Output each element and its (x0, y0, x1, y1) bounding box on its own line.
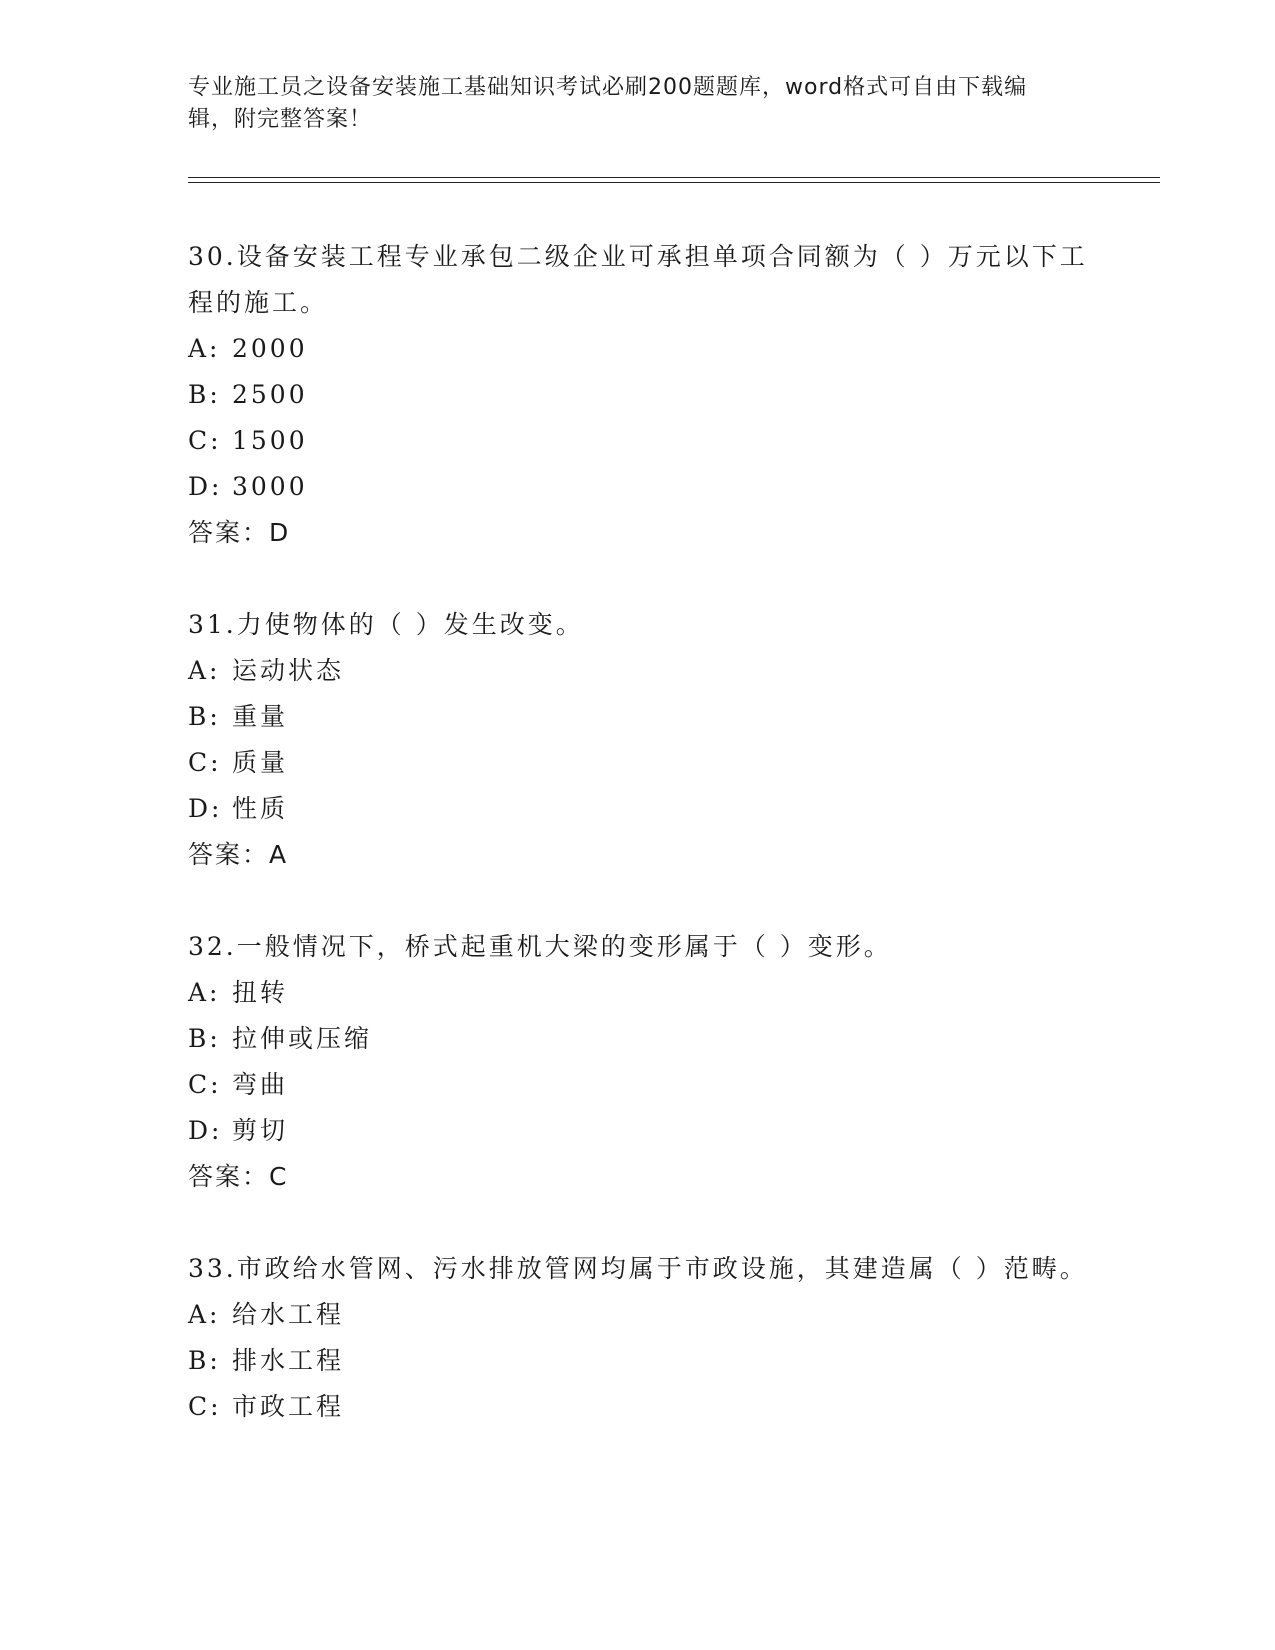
option-letter: B: (188, 1024, 221, 1053)
option-letter: C: (188, 1070, 222, 1099)
option-d (188, 1108, 1088, 1154)
answer-line: 答案：A (188, 840, 289, 869)
document-header: 专业施工员之设备安装施工基础知识考试必刷200题题库，word格式可自由下载编辑，附完整答案！ (188, 75, 1028, 132)
option-text: 给水工程 (232, 1300, 345, 1329)
question-list (188, 234, 1088, 1476)
answer-line: 答案：C (188, 1162, 289, 1191)
option-letter: A: (188, 1300, 221, 1329)
question-31 (188, 602, 1088, 878)
option-text: 2000 (232, 334, 308, 363)
question-stem: 30.设备安装工程专业承包二级企业可承担单项合同额为（ ）万元以下工程的施工。 (188, 242, 1088, 317)
option-text: 质量 (232, 748, 289, 777)
option-letter: A: (188, 978, 221, 1007)
option-c (188, 740, 1088, 786)
option-letter: A: (188, 334, 221, 363)
option-text: 性质 (232, 794, 289, 823)
option-letter: B: (188, 702, 221, 731)
option-d (188, 786, 1088, 832)
option-a (188, 648, 1088, 694)
question-stem: 32.一般情况下，桥式起重机大梁的变形属于（ ）变形。 (188, 932, 892, 961)
option-text: 运动状态 (232, 656, 345, 685)
option-letter: A: (188, 656, 221, 685)
header-rule-bottom (188, 182, 1160, 183)
question-30 (188, 234, 1088, 556)
option-text: 弯曲 (232, 1070, 289, 1099)
option-text: 扭转 (232, 978, 289, 1007)
option-letter: D: (188, 794, 223, 823)
option-text: 排水工程 (232, 1346, 345, 1375)
option-c (188, 418, 1088, 464)
option-text: 剪切 (232, 1116, 289, 1145)
option-text: 3000 (232, 472, 308, 501)
option-text: 拉伸或压缩 (232, 1024, 373, 1053)
option-a (188, 1292, 1088, 1338)
option-a (188, 970, 1088, 1016)
question-32 (188, 924, 1088, 1200)
option-letter: D: (188, 1116, 223, 1145)
option-c (188, 1384, 1088, 1430)
option-letter: B: (188, 1346, 221, 1375)
header-rule-top (188, 177, 1160, 178)
option-b (188, 694, 1088, 740)
option-letter: D: (188, 472, 223, 501)
answer-line: 答案：D (188, 518, 291, 547)
option-b (188, 1016, 1088, 1062)
option-c (188, 1062, 1088, 1108)
question-stem: 33.市政给水管网、污水排放管网均属于市政设施，其建造属（ ）范畴。 (188, 1254, 1088, 1283)
question-stem: 31.力使物体的（ ）发生改变。 (188, 610, 584, 639)
option-b (188, 372, 1088, 418)
option-letter: C: (188, 426, 222, 455)
question-33 (188, 1246, 1088, 1430)
option-d (188, 464, 1088, 510)
option-letter: B: (188, 380, 221, 409)
option-b (188, 1338, 1088, 1384)
option-text: 2500 (232, 380, 308, 409)
option-text: 重量 (232, 702, 289, 731)
option-text: 市政工程 (232, 1392, 345, 1421)
option-text: 1500 (232, 426, 308, 455)
option-letter: C: (188, 748, 222, 777)
option-a (188, 326, 1088, 372)
option-letter: C: (188, 1392, 222, 1421)
